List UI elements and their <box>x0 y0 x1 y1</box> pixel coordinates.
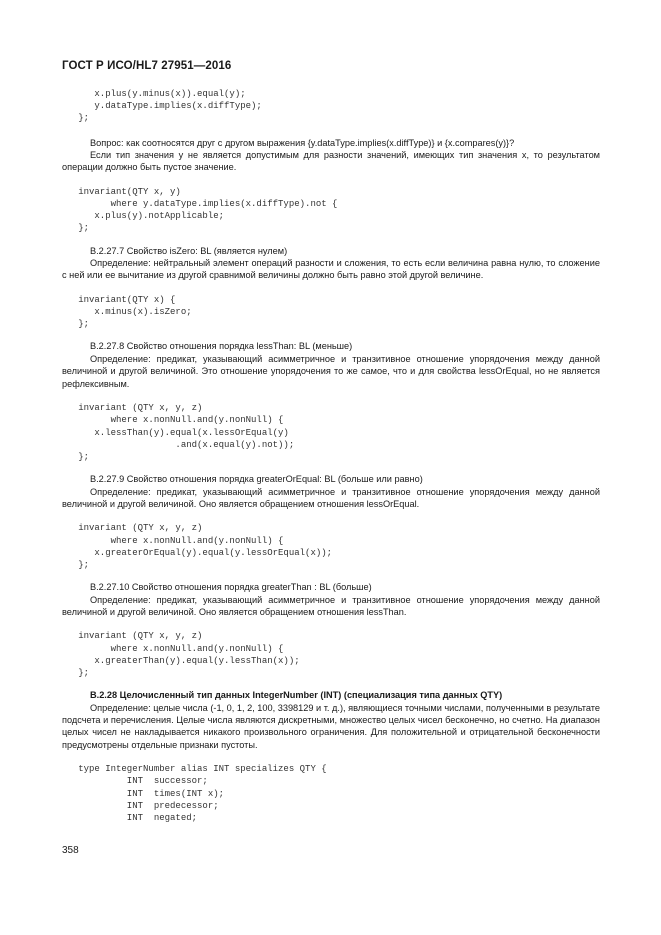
code-block: invariant (QTY x, y, z) where x.nonNull.and(y.nonNull) { x.lessThan(y).equal(x.lessOrEqual(y) .and(x.equal(y).not)); }; <box>78 403 295 462</box>
section-heading: B.2.27.8 Свойство отношения порядка lessThan: BL (меньше) <box>90 341 353 352</box>
paragraph: Вопрос: как соотносятся друг с другом выражения {y.dataType.implies(x.diffType)} и {x.compares(y)}? <box>90 137 515 148</box>
page-number: 358 <box>62 845 79 856</box>
section-heading: B.2.27.10 Свойство отношения порядка greaterThan : BL (больше) <box>90 582 372 593</box>
paragraph: Определение: целые числа (-1, 0, 1, 2, 100, 3398129 и т. д.), являющиеся точными числами, полученными в результате подсчета и перечисления. Целые числа являются дискретными, множество целых чисел бесконечно, но счетно. На диапазон целых чисел не накладывается никакого произвольного ограничения. Для положительной и отрицательной бесконечности предусмотрены отдельные признаки пустоты. <box>62 702 601 750</box>
code-block: invariant(QTY x, y) where y.dataType.implies(x.diffType).not { x.plus(y).notApplicable; }; <box>78 186 338 234</box>
document-header: ГОСТ Р ИСО/HL7 27951—2016 <box>62 60 232 72</box>
paragraph: Определение: нейтральный элемент операций разности и сложения, то есть если величина равна нулю, то сложение с ней или ее вычитание из другой сравнимой величины должно быть равно этой другой величине. <box>62 258 600 281</box>
code-block: x.plus(y.minus(x)).equal(y); y.dataType.implies(x.diffType); }; <box>78 89 262 124</box>
paragraph: Если тип значения y не является допустимым для разности значений, имеющих тип значения x, то результатом операции должно быть пустое значение. <box>62 150 600 173</box>
paragraph: Определение: предикат, указывающий асимметричное и транзитивное отношение упорядочения между данной величиной и другой величиной. Оно является обращением отношения lessOrEqual. <box>62 486 600 509</box>
code-block: invariant (QTY x, y, z) where x.nonNull.and(y.nonNull) { x.greaterThan(y).equal(y.lessThan(x)); }; <box>78 631 300 678</box>
section-heading: B.2.27.9 Свойство отношения порядка greaterOrEqual: BL (больше или равно) <box>90 474 423 485</box>
section-heading: B.2.28 Целочисленный тип данных IntegerNumber (INT) (специализация типа данных QTY) <box>90 690 503 701</box>
paragraph: Определение: предикат, указывающий асимметричное и транзитивное отношение упорядочения между данной величиной и другой величиной. Оно является обращением отношения lessThan. <box>62 594 600 617</box>
document-body <box>62 88 600 824</box>
code-block: invariant (QTY x, y, z) where x.nonNull.and(y.nonNull) { x.greaterOrEqual(y).equal(y.lessOrEqual(x)); }; <box>78 523 333 570</box>
code-block: invariant(QTY x) { x.minus(x).isZero; }; <box>78 294 192 330</box>
code-block: type IntegerNumber alias INT specializes QTY { INT successor; INT times(INT x); INT predecessor; INT negated; <box>78 764 327 824</box>
paragraph: Определение: предикат, указывающий асимметричное и транзитивное отношение упорядочения между данной величиной и другой величиной. Это отношение упорядочения то же самое, что и для свойства lessOrEqual, но не является рефлексивным. <box>62 353 600 389</box>
section-heading: B.2.27.7 Свойство isZero: BL (является нулем) <box>90 245 288 256</box>
